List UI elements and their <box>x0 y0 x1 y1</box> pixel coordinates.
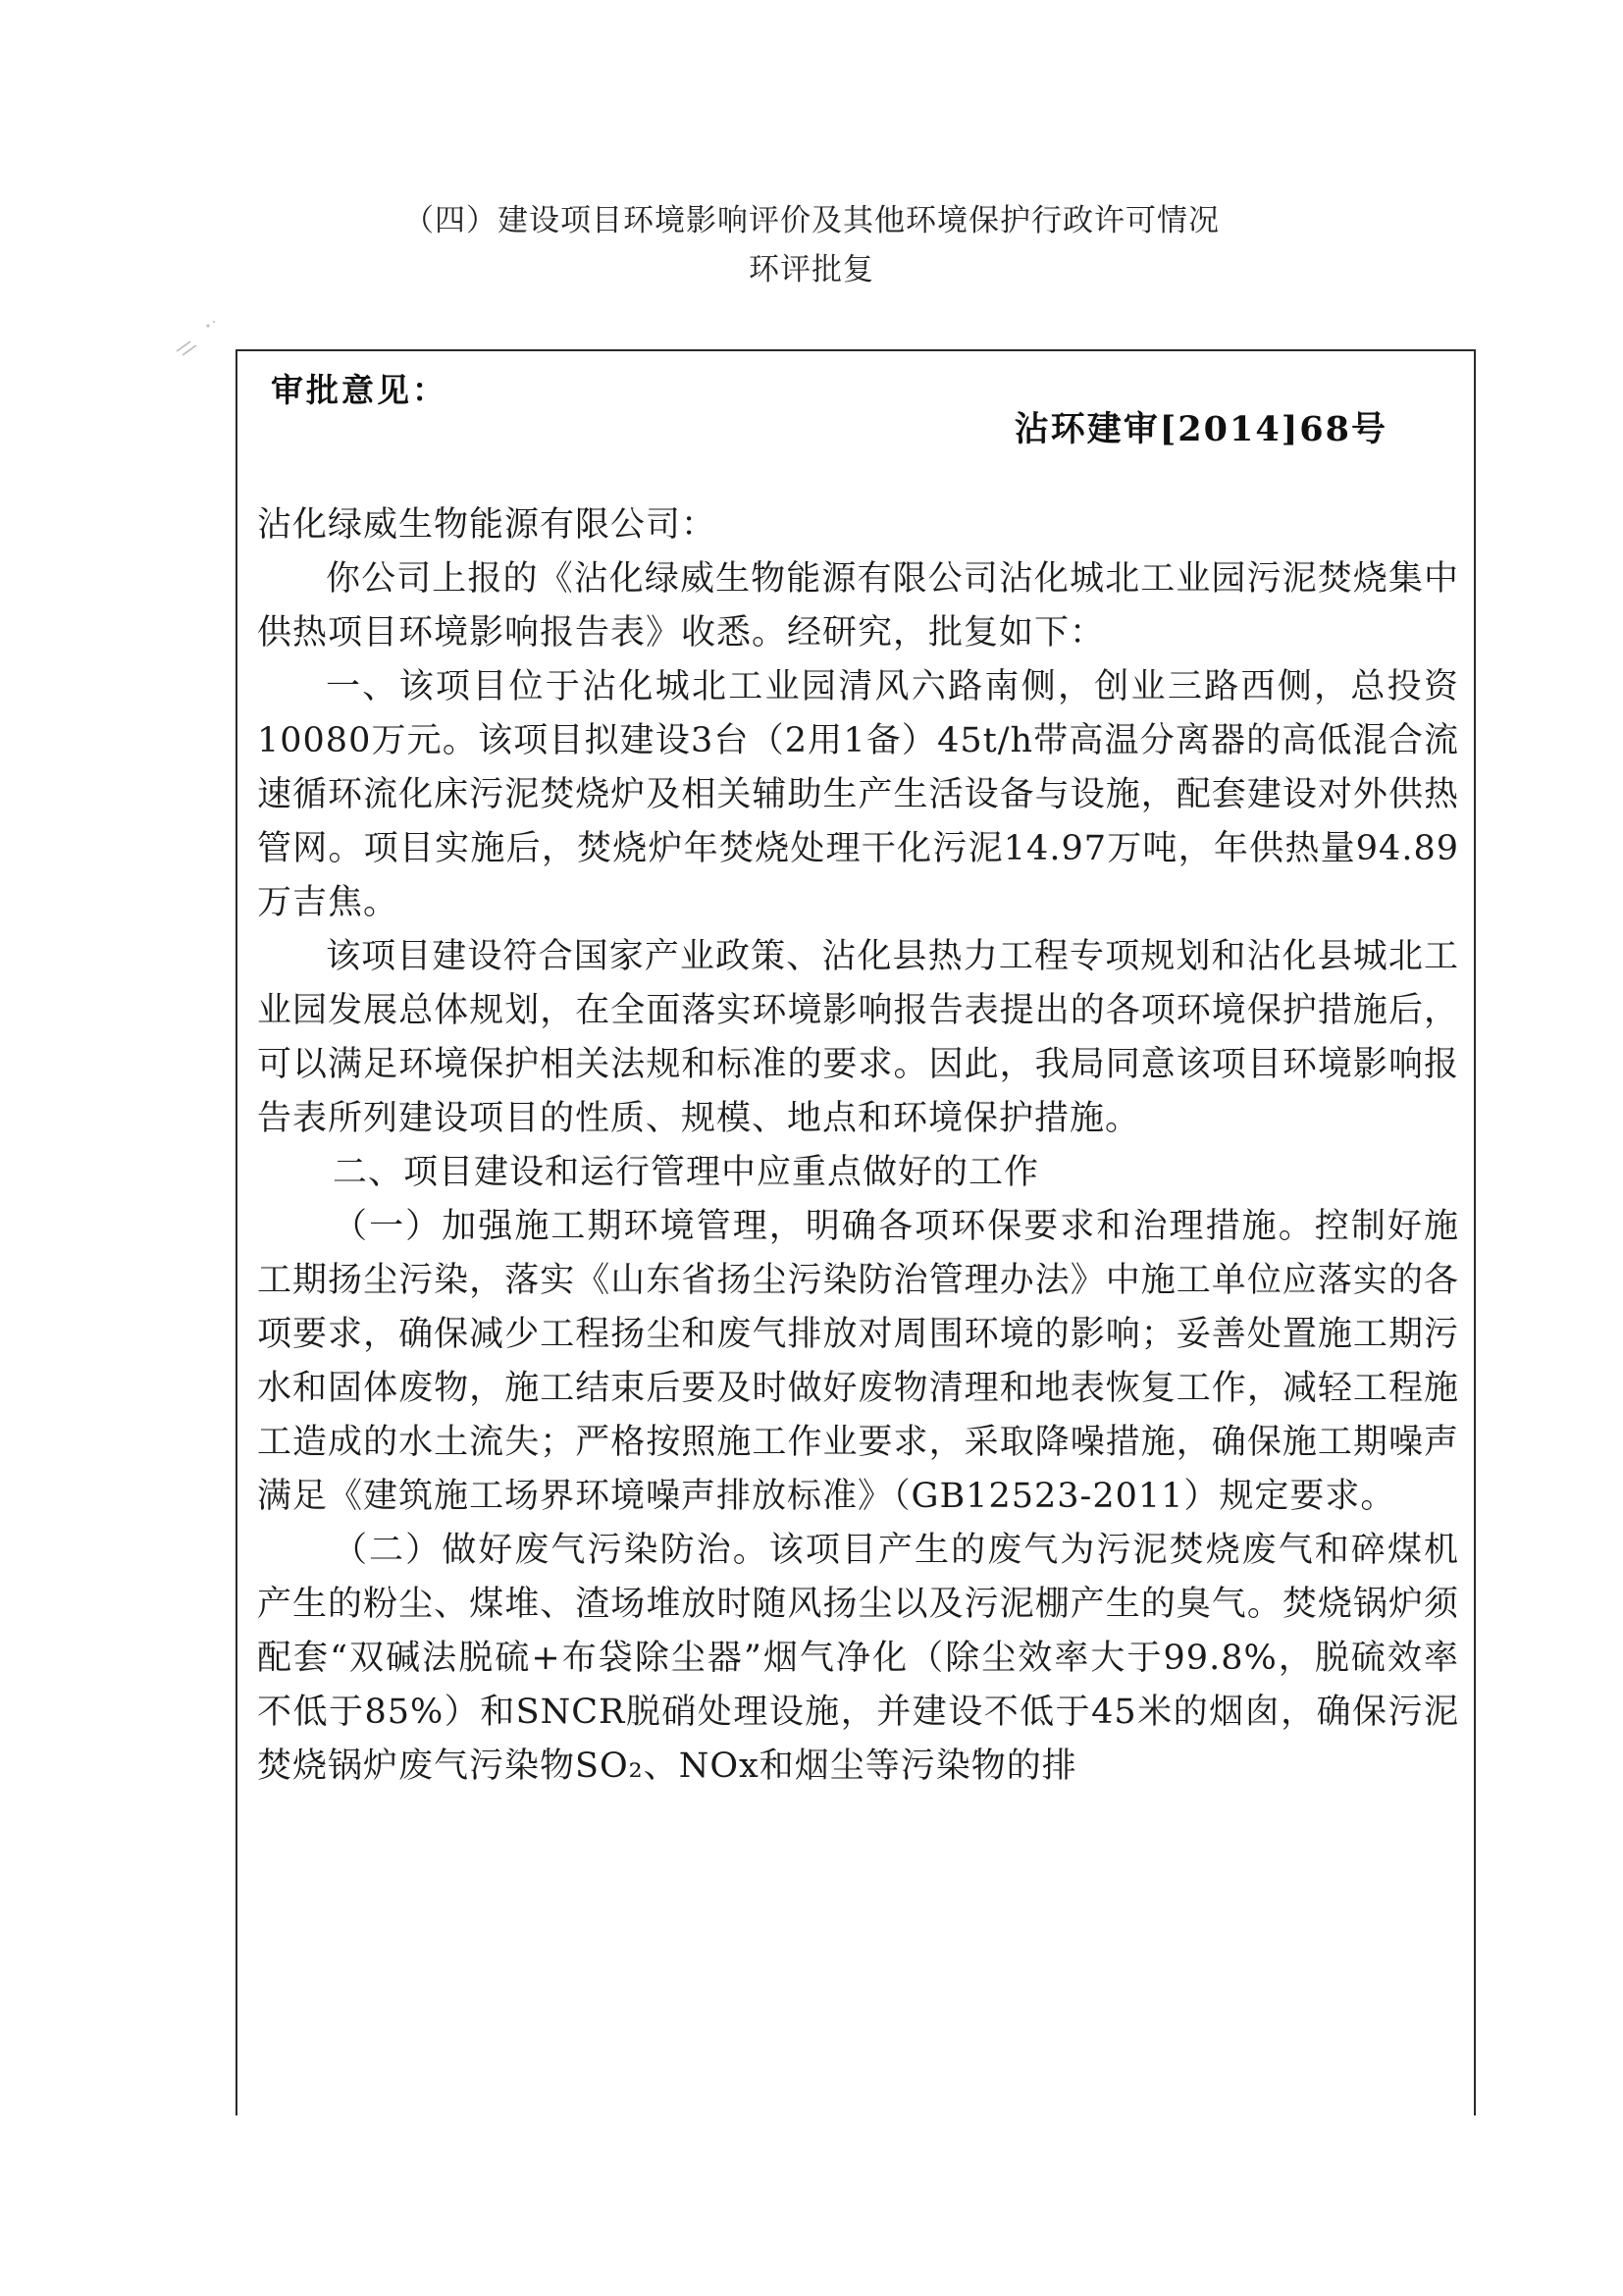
approval-opinion-box <box>236 349 1476 2115</box>
scan-speck-mark <box>169 312 228 361</box>
paragraph-construction-management: （一）加强施工期环境管理，明确各项环保要求和治理措施。控制好施工期扬尘污染，落实《山东省扬尘污染防治管理办法》中施工单位应落实的各项要求，确保减少工程扬尘和废气排放对周围环境的影响；妥善处置施工期污水和固体废物，施工结束后要及时做好废物清理和地表恢复工作，减轻工程施工造成的水土流失；严格按照施工作业要求，采取降噪措施，确保施工期噪声满足《建筑施工场界环境噪声排放标准》（GB12523-2011）规定要求。 <box>257 1207 1459 1516</box>
paragraph-project-overview: 一、该项目位于沾化城北工业园清风六路南侧，创业三路西侧，总投资10080万元。该项目拟建设3台（2用1备）45t/h带高温分离器的高低混合流速循环流化床污泥焚烧炉及相关辅助生产生活设备与设施，配套建设对外供热管网。项目实施后，焚烧炉年焚烧处理干化污泥14.97万吨，年供热量94.89万吉焦。 <box>257 667 1459 922</box>
page-subtitle: 环评批复 <box>749 252 874 287</box>
page-title: （四）建设项目环境影响评价及其他环境保护行政许可情况 <box>403 203 1220 238</box>
page-header <box>0 196 1623 294</box>
paragraph-receipt: 你公司上报的《沾化绿威生物能源有限公司沾化城北工业园污泥焚烧集中供热项目环境影响报告表》收悉。经研究，批复如下： <box>257 559 1459 652</box>
section-heading-key-work: 二、项目建设和运行管理中应重点做好的工作 <box>333 1153 1040 1192</box>
paragraph-exhaust-gas-control: （二）做好废气污染防治。该项目产生的废气为污泥焚烧废气和碎煤机产生的粉尘、煤堆、渣场堆放时随风扬尘以及污泥棚产生的臭气。焚烧锅炉须配套“双碱法脱硫+布袋除尘器”烟气净化（除尘效率大于99.8%，脱硫效率不低于85%）和SNCR脱硝处理设施，并建设不低于45米的烟囱，确保污泥焚烧锅炉废气污染物SO₂、NOx和烟尘等污染物的排 <box>257 1531 1459 1786</box>
paragraph-approval-conclusion: 该项目建设符合国家产业政策、沾化县热力工程专项规划和沾化县城北工业园发展总体规划，在全面落实环境影响报告表提出的各项环境保护措施后，可以满足环境保护相关法规和标准的要求。因此，我局同意该项目环境影响报告表所列建设项目的性质、规模、地点和环境保护措施。 <box>257 937 1459 1138</box>
opinion-label: 审批意见： <box>271 371 447 409</box>
letter-body <box>257 498 1459 1794</box>
document-number: 沾环建审[2014]68号 <box>1014 409 1387 449</box>
addressee: 沾化绿威生物能源有限公司： <box>257 505 717 545</box>
